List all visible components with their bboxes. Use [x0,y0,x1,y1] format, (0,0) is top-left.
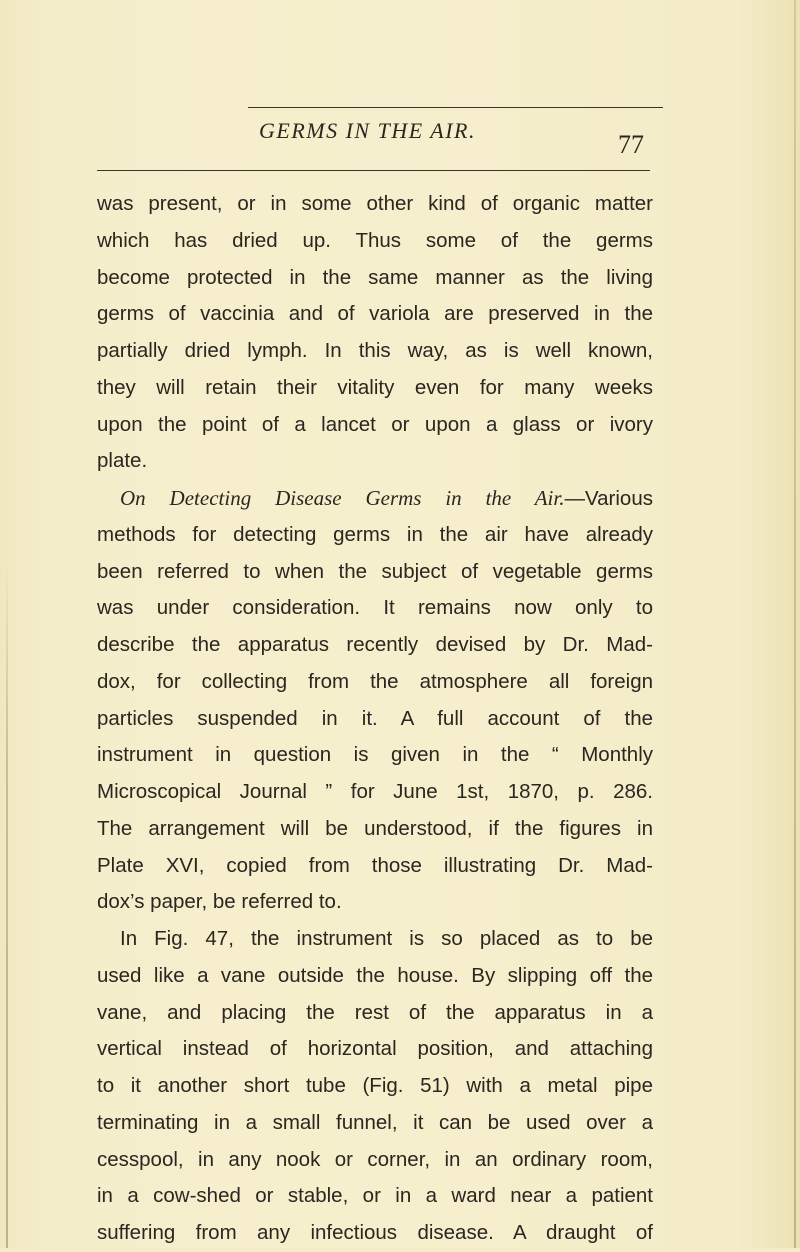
text-line: germs of vaccinia and of variola are preserved in the [97,302,653,326]
text-line: cesspool, in any nook or corner, in an ordinary room, [97,1147,653,1171]
page-edge-shadow-right [794,0,796,1248]
header-rule-top [248,107,663,108]
text-line: vane, and placing the rest of the apparatus in a [97,1000,653,1024]
text-line: upon the point of a lancet or upon a glass or ivory [97,412,653,436]
section-heading: On Detecting Disease Germs in the Air. [120,486,565,510]
text-line: they will retain their vitality even for many weeks [97,375,653,399]
text-line: used like a vane outside the house. By slipping off the [97,963,653,987]
text-line: In Fig. 47, the instrument is so placed as to be [120,927,653,950]
text-line: to it another short tube (Fig. 51) with a metal pipe [97,1074,653,1097]
text-line: in a cow-shed or stable, or in a ward near a patient [97,1184,653,1208]
text-line: The arrangement will be understood, if the figures in [97,816,653,840]
page-edge-shadow-left [6,560,8,1248]
text-line: become protected in the same manner as the living [97,265,653,289]
section-heading-continuation: —Various [564,487,653,510]
text-line: been referred to when the subject of vegetable germs [97,559,653,583]
text-line: Plate XVI, copied from those illustrating Dr. Mad- [97,853,653,877]
text-line: suffering from any infectious disease. A draught of [97,1221,653,1244]
page-number: 77 [618,130,644,159]
section-heading-line [97,480,653,517]
text-line: plate. [97,449,148,473]
text-line: which has dried up. Thus some of the germs [97,228,653,252]
header-rule-bottom [97,170,650,171]
body-text [97,186,653,1252]
text-line: methods for detecting germs in the air have already [97,522,653,546]
text-line: partially dried lymph. In this way, as is well known, [97,339,653,362]
text-line: was present, or in some other kind of organic matter [97,192,653,215]
text-line: was under consideration. It remains now only to [97,596,653,620]
text-line: dox’s paper, be referred to. [97,890,342,914]
text-line: terminating in a small funnel, it can be used over a [97,1110,653,1134]
running-head: GERMS IN THE AIR. [259,118,476,143]
text-line: dox, for collecting from the atmosphere all foreign [97,669,653,693]
text-line: Microscopical Journal ” for June 1st, 1870, p. 286. [97,780,653,803]
text-line: particles suspended in it. A full account of the [97,706,653,730]
text-line: describe the apparatus recently devised by Dr. Mad- [97,633,653,656]
text-line: vertical instead of horizontal position, and attaching [97,1037,653,1061]
text-line: instrument in question is given in the “ Monthly [97,743,653,767]
